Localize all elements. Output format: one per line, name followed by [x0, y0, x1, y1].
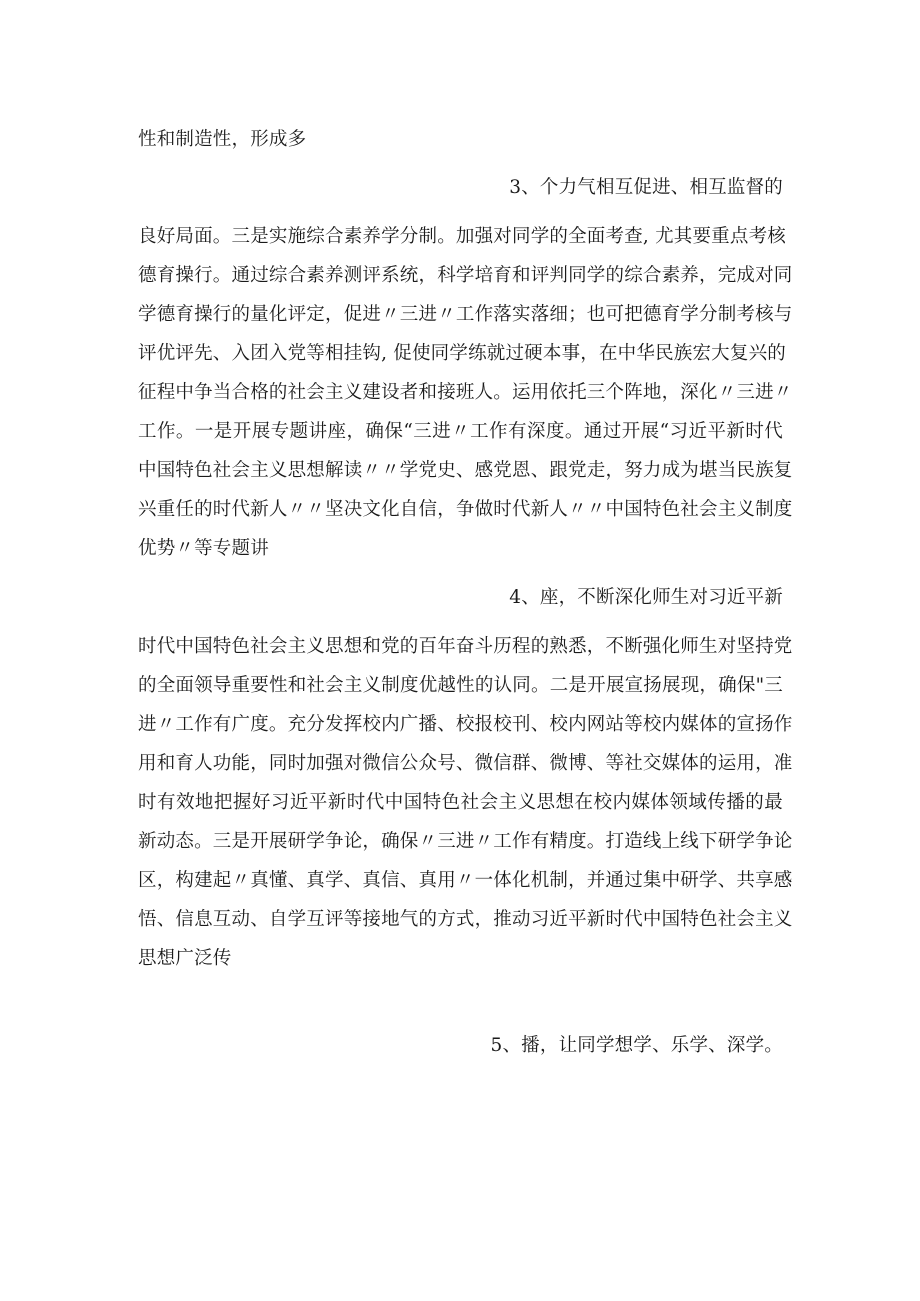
text-line-12: 4、座，不断深化师生对习近平新 [509, 587, 783, 608]
text-line-3: 良好局面。三是实施综合素养学分制。加强对同学的全面考查, 尤其要重点考核 [138, 226, 786, 247]
text-line-5: 学德育操行的量化评定，促进〃三进〃工作落实落细；也可把德育学分制考核与 [138, 304, 793, 325]
text-line-1: 性和制造性，形成多 [138, 129, 307, 150]
text-line-9: 中国特色社会主义思想解读〃〃学党史、感党恩、跟党走，努力成为堪当民族复 [138, 460, 793, 481]
text-line-21: 思想广泛传 [138, 948, 232, 969]
text-line-7: 征程中争当合格的社会主义建设者和接班人。运用依托三个阵地，深化〃三进〃 [138, 382, 793, 403]
text-line-22: 5、播，让同学想学、乐学、深学。 [490, 1035, 783, 1056]
text-line-17: 时有效地把握好习近平新时代中国特色社会主义思想在校内媒体领域传播的最 [138, 792, 783, 813]
text-line-10: 兴重任的时代新人〃〃坚决文化自信，争做时代新人〃〃中国特色社会主义制度 [138, 499, 793, 520]
text-line-20: 悟、信息互动、自学互评等接地气的方式，推动习近平新时代中国特色社会主义 [138, 909, 793, 930]
text-line-11: 优势〃等专题讲 [138, 538, 269, 559]
text-line-13: 时代中国特色社会主义思想和党的百年奋斗历程的熟悉，不断强化师生对坚持党 [138, 636, 793, 657]
text-line-16: 用和育人功能，同时加强对微信公众号、微信群、微博、等社交媒体的运用，准 [138, 753, 793, 774]
text-line-19: 区，构建起〃真懂、真学、真信、真用〃一体化机制，并通过集中研学、共享感 [138, 870, 793, 891]
text-line-8: 工作。一是开展专题讲座，确保“三进〃工作有深度。通过开展“习近平新时代 [138, 421, 783, 442]
text-line-15: 进〃工作有广度。充分发挥校内广播、校报校刊、校内网站等校内媒体的宣扬作 [138, 714, 793, 735]
text-line-18: 新动态。三是开展研学争论，确保〃三进〃工作有精度。打造线上线下研学争论 [138, 831, 793, 852]
text-line-2: 3、个力气相互促进、相互监督的 [509, 177, 783, 198]
text-line-4: 德育操行。通过综合素养测评系统，科学培育和评判同学的综合素养，完成对同 [138, 265, 793, 286]
text-line-14: 的全面领导重要性和社会主义制度优越性的认同。二是开展宣扬展现，确保"三 [138, 675, 783, 696]
text-line-6: 评优评先、入团入党等相挂钩, 促使同学练就过硬本事，在中华民族宏大复兴的 [138, 343, 786, 364]
